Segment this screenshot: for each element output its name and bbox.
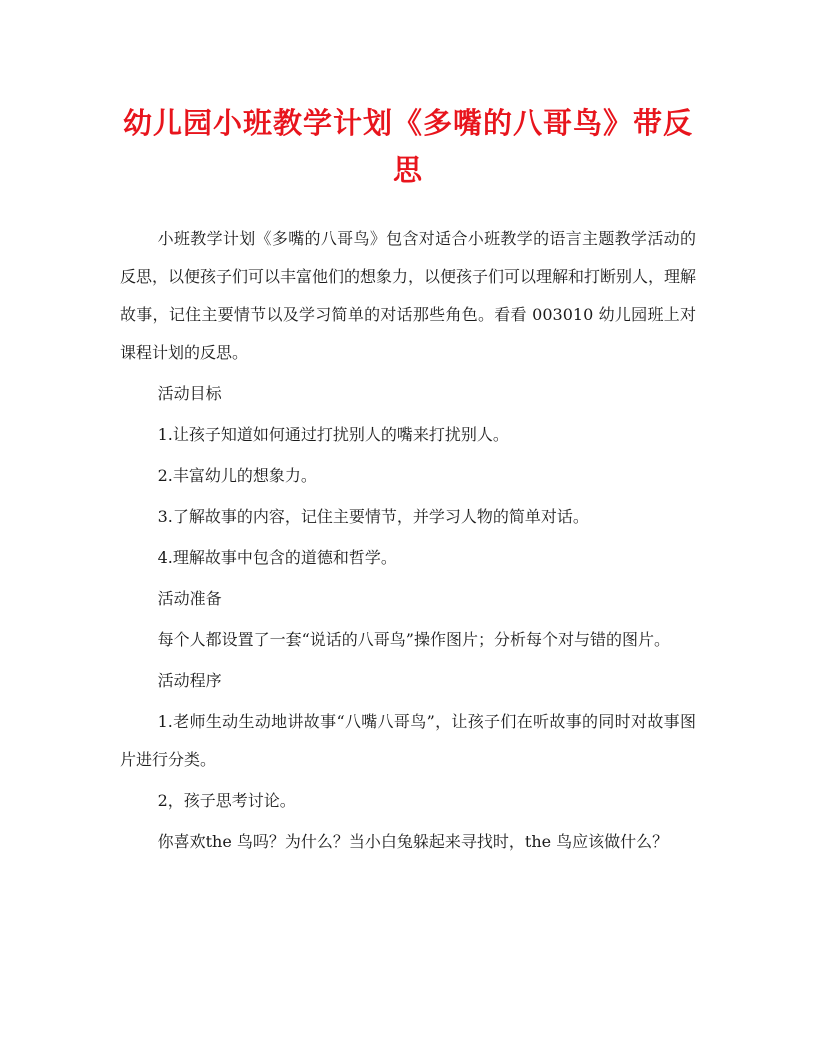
- document-title: 幼儿园小班教学计划《多嘴的八哥鸟》带反思: [122, 106, 693, 187]
- section-heading-goals: 活动目标: [157, 384, 222, 403]
- procedure-step: 1.老师生动生动地讲故事“八嘴八哥鸟”，让孩子们在听故事的同时对故事图片进行分类。: [120, 712, 696, 769]
- discussion-question: 你喜欢the 鸟吗？为什么？当小白兔躲起来寻找时，the 鸟应该做什么？: [157, 832, 669, 851]
- section-heading-procedure: 活动程序: [157, 671, 222, 690]
- procedure-step: 2，孩子思考讨论。: [157, 791, 296, 810]
- preparation-paragraph: 每个人都设置了一套“说话的八哥鸟”操作图片；分析每个对与错的图片。: [157, 630, 670, 649]
- goal-item: 2.丰富幼儿的想象力。: [157, 466, 317, 485]
- document-body: [120, 220, 696, 864]
- goal-item: 1.让孩子知道如何通过打扰别人的嘴来打扰别人。: [157, 425, 509, 444]
- intro-paragraph: 小班教学计划《多嘴的八哥鸟》包含对适合小班教学的语言主题教学活动的反思，以便孩子们可以丰富他们的想象力，以便孩子们可以理解和打断别人，理解故事，记住主要情节以及学习简单的对话那些角色。看看 003010 幼儿园班上对课程计划的反思。: [120, 229, 697, 362]
- goal-item: 4.理解故事中包含的道德和哲学。: [157, 548, 397, 567]
- goal-item: 3.了解故事的内容，记住主要情节，并学习人物的简单对话。: [157, 507, 589, 526]
- section-heading-preparation: 活动准备: [157, 589, 222, 608]
